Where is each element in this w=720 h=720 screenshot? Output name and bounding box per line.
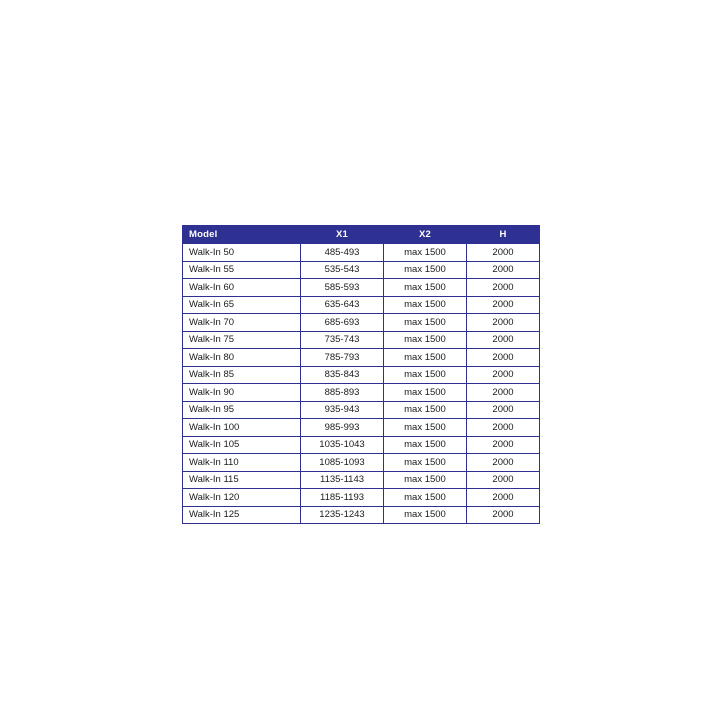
column-header-h: H [467,226,540,244]
cell-x1: 935-943 [301,401,384,419]
cell-h: 2000 [467,279,540,297]
cell-x2: max 1500 [384,366,467,384]
cell-x2: max 1500 [384,471,467,489]
table-row [183,296,540,314]
cell-model: Walk-In 50 [183,244,301,262]
cell-model: Walk-In 80 [183,349,301,367]
table-row [183,244,540,262]
cell-x2: max 1500 [384,454,467,472]
cell-h: 2000 [467,314,540,332]
cell-x2: max 1500 [384,296,467,314]
cell-model: Walk-In 90 [183,384,301,402]
table-row [183,366,540,384]
cell-x1: 735-743 [301,331,384,349]
cell-h: 2000 [467,384,540,402]
table-row [183,314,540,332]
cell-h: 2000 [467,471,540,489]
cell-model: Walk-In 55 [183,261,301,279]
cell-h: 2000 [467,244,540,262]
table-row [183,454,540,472]
cell-x1: 635-643 [301,296,384,314]
cell-x2: max 1500 [384,331,467,349]
cell-x1: 1235-1243 [301,506,384,524]
cell-x1: 985-993 [301,419,384,437]
cell-model: Walk-In 70 [183,314,301,332]
cell-x2: max 1500 [384,401,467,419]
cell-h: 2000 [467,331,540,349]
cell-x2: max 1500 [384,489,467,507]
table-row [183,279,540,297]
cell-x1: 585-593 [301,279,384,297]
cell-h: 2000 [467,296,540,314]
cell-x2: max 1500 [384,314,467,332]
table-row [183,506,540,524]
cell-model: Walk-In 110 [183,454,301,472]
cell-h: 2000 [467,454,540,472]
cell-model: Walk-In 95 [183,401,301,419]
cell-x2: max 1500 [384,349,467,367]
table-row [183,489,540,507]
cell-x1: 1035-1043 [301,436,384,454]
cell-x2: max 1500 [384,279,467,297]
cell-h: 2000 [467,349,540,367]
cell-x1: 1085-1093 [301,454,384,472]
cell-x1: 1185-1193 [301,489,384,507]
cell-x1: 685-693 [301,314,384,332]
table-header-row [183,226,540,244]
cell-x1: 785-793 [301,349,384,367]
table-row [183,349,540,367]
column-header-x1: X1 [301,226,384,244]
cell-model: Walk-In 125 [183,506,301,524]
cell-model: Walk-In 85 [183,366,301,384]
column-header-model: Model [183,226,301,244]
cell-model: Walk-In 65 [183,296,301,314]
table-body [183,244,540,524]
cell-model: Walk-In 100 [183,419,301,437]
walk-in-dimensions-table [182,225,540,524]
column-header-x2: X2 [384,226,467,244]
cell-x2: max 1500 [384,419,467,437]
cell-h: 2000 [467,401,540,419]
cell-x2: max 1500 [384,436,467,454]
table-row [183,401,540,419]
cell-h: 2000 [467,366,540,384]
cell-x1: 485-493 [301,244,384,262]
cell-h: 2000 [467,489,540,507]
cell-x2: max 1500 [384,384,467,402]
cell-model: Walk-In 60 [183,279,301,297]
cell-h: 2000 [467,436,540,454]
cell-model: Walk-In 105 [183,436,301,454]
cell-model: Walk-In 75 [183,331,301,349]
cell-h: 2000 [467,506,540,524]
cell-x2: max 1500 [384,244,467,262]
table-row [183,419,540,437]
cell-model: Walk-In 120 [183,489,301,507]
table-row [183,261,540,279]
cell-x2: max 1500 [384,506,467,524]
cell-h: 2000 [467,261,540,279]
cell-x1: 535-543 [301,261,384,279]
table-header [183,226,540,244]
table-row [183,331,540,349]
table-row [183,436,540,454]
cell-x2: max 1500 [384,261,467,279]
table-row [183,471,540,489]
cell-x1: 1135-1143 [301,471,384,489]
cell-x1: 885-893 [301,384,384,402]
cell-model: Walk-In 115 [183,471,301,489]
cell-h: 2000 [467,419,540,437]
cell-x1: 835-843 [301,366,384,384]
table-row [183,384,540,402]
